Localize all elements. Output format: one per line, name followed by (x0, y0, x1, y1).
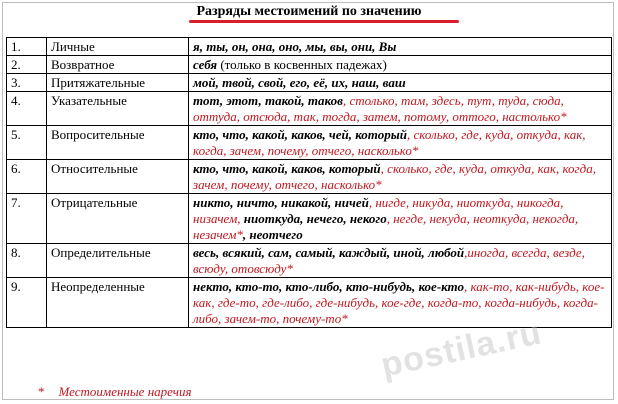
row-pronouns (189, 244, 612, 278)
table-row (7, 92, 612, 126)
adverb-text: , как-то, как-нибудь, кое-как, где-то, где-либо, где-нибудь, кое-где, когда-то, когда-нибудь, когда-либо, зачем-то, почему-то* (193, 279, 605, 326)
row-number: 6. (7, 160, 47, 194)
table-row (7, 194, 612, 244)
row-number: 8. (7, 244, 47, 278)
row-number: 7. (7, 194, 47, 244)
row-pronouns (189, 38, 612, 56)
table-row (7, 56, 612, 74)
row-category: Указательные (47, 92, 189, 126)
adverb-text: , нигде, никуда, ниоткуда, никогда, низачем, (193, 195, 564, 226)
table-row (7, 244, 612, 278)
table-row (7, 278, 612, 328)
row-category: Возвратное (47, 56, 189, 74)
row-category: Личные (47, 38, 189, 56)
watermark: postila.ru (377, 313, 546, 385)
row-number: 5. (7, 126, 47, 160)
pronoun-text: кто, что, какой, каков, чей, который (193, 127, 407, 142)
pronoun-text: тот, этот, такой, таков (193, 93, 343, 108)
table-row (7, 160, 612, 194)
row-category: Неопределенные (47, 278, 189, 328)
row-pronouns (189, 126, 612, 160)
page-title: Разряды местоимений по значению (196, 4, 422, 19)
row-number: 4. (7, 92, 47, 126)
row-category: Вопросительные (47, 126, 189, 160)
row-pronouns (189, 56, 612, 74)
pronoun-text: кто, что, какой, каков, который (193, 161, 381, 176)
footnote-text: Местоименные наречия (58, 384, 192, 399)
table-row (7, 126, 612, 160)
footnote (38, 384, 191, 400)
row-pronouns (189, 74, 612, 92)
pronoun-text: весь, всякий, сам, самый, каждый, иной, любой (193, 245, 465, 260)
row-number: 3. (7, 74, 47, 92)
pronoun-text: некто, кто-то, кто-либо, кто-нибудь, кое-кто (193, 279, 465, 294)
adverb-text: ,иногда, всегда, везде, всюду, отовсюду* (193, 245, 585, 276)
adverb-text: , сколько, где, куда, откуда, как, когда, зачем, почему, отчего, насколько* (193, 161, 596, 192)
pronoun-table (6, 37, 612, 328)
pronoun-text: я, ты, он, она, оно, мы, вы, они, Вы (193, 39, 397, 54)
row-pronouns (189, 278, 612, 328)
pronoun-text: ниоткуда, нечего, некого (243, 211, 387, 226)
row-category: Определительные (47, 244, 189, 278)
table-row (7, 38, 612, 56)
adverb-text: , сколько, где, куда, откуда, как, когда, зачем, почему, отчего, насколько* (193, 127, 586, 158)
row-number: 2. (7, 56, 47, 74)
row-number: 1. (7, 38, 47, 56)
row-pronouns (189, 194, 612, 244)
pronoun-text: мой, твой, свой, его, её, их, наш, ваш (193, 75, 406, 90)
adverb-text: , столько, там, здесь, тут, туда, сюда, оттуда, отсюда, так, тогда, затем, потому, оттого, настолько* (193, 93, 567, 124)
adverb-text: , негде, некуда, неоткуда, некогда, незачем* (193, 211, 579, 242)
row-pronouns (189, 92, 612, 126)
row-category: Отрицательные (47, 194, 189, 244)
row-category: Притяжательные (47, 74, 189, 92)
row-pronouns (189, 160, 612, 194)
pronoun-text: , неотчего (242, 227, 303, 242)
pronoun-text: себя (193, 57, 218, 72)
pronoun-text: (только в косвенных падежах) (217, 57, 387, 72)
row-number: 9. (7, 278, 47, 328)
footnote-mark: * (38, 384, 45, 399)
row-category: Относительные (47, 160, 189, 194)
table-row (7, 74, 612, 92)
title-underline (189, 20, 459, 23)
pronoun-text: никто, ничто, никакой, ничей (193, 195, 369, 210)
